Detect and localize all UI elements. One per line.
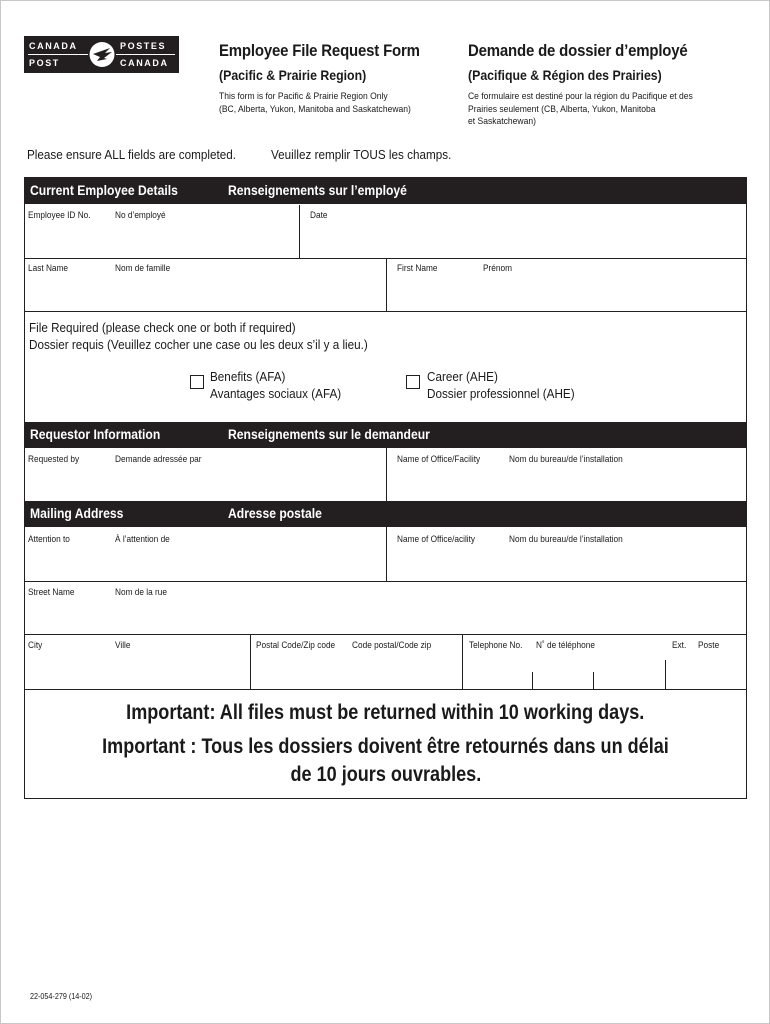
benefits-checkbox[interactable] — [190, 375, 204, 389]
requestor-heading-fr: Renseignements sur le demandeur — [228, 427, 430, 442]
region-note-fr-line-1: Ce formulaire est destiné pour la région du Pacifique et des — [468, 91, 693, 102]
mailing-heading-fr: Adresse postale — [228, 506, 322, 521]
region-note-fr-line-2: Prairies seulement (CB, Alberta, Yukon, Manitoba — [468, 103, 656, 115]
mailing-office-field[interactable] — [387, 527, 746, 580]
first-name-field[interactable] — [387, 259, 746, 311]
benefits-label-fr: Avantages sociaux (AFA) — [210, 386, 342, 401]
region-note-en — [219, 91, 453, 116]
important-notice-fr-2 — [25, 759, 746, 791]
instruction-en: Please ensure ALL fields are completed. — [27, 147, 236, 162]
canada-post-logo — [24, 36, 179, 73]
logo-text-canada-2: CANADA — [120, 58, 169, 68]
requestor-office-label-en: Name of Office/Facility — [397, 454, 481, 464]
requested-by-label-fr: Demande adressée par — [115, 454, 202, 464]
mailing-office-label-en: Name of Office/acility — [397, 534, 476, 544]
first-name-label-fr: Prénom — [483, 263, 512, 273]
first-name-label-en: First Name — [397, 263, 438, 273]
requestor-heading-en: Requestor Information — [30, 427, 161, 442]
postal-label-fr: Code postal/Code zip — [352, 640, 432, 650]
employee-heading-en: Current Employee Details — [30, 183, 178, 198]
file-required-fr: Dossier requis (Veuillez cocher une case ou les deux s’il y a lieu.) — [29, 337, 368, 352]
logo-text-post: POST — [29, 58, 60, 68]
ext-divider — [665, 660, 666, 689]
requested-by-field[interactable] — [25, 448, 386, 501]
extension-field[interactable] — [666, 635, 746, 688]
street-field[interactable] — [25, 582, 746, 634]
phone-label-fr: N˚ de téléphone — [536, 640, 595, 650]
benefits-label-en: Benefits (AFA) — [210, 369, 286, 384]
important-en-text: Important: All files must be returned within 10 working days. — [126, 701, 645, 724]
street-label-en: Street Name — [28, 587, 75, 597]
instruction-fr: Veuillez remplir TOUS les champs. — [271, 147, 452, 162]
last-name-label-fr: Nom de famille — [115, 263, 171, 273]
region-note-fr-line-3: et Saskatchewan) — [468, 116, 536, 127]
logo-text-postes: POSTES — [120, 41, 167, 51]
important-notice-en — [25, 697, 746, 729]
attention-label-en: Attention to — [28, 534, 70, 544]
date-label: Date — [310, 210, 328, 220]
form-number: 22-054-279 (14-02) — [30, 992, 93, 1001]
benefits-label — [210, 368, 341, 402]
important-fr-text-1: Important : Tous les dossiers doivent être retournés dans un délai — [102, 735, 669, 758]
subtitle-fr: (Pacifique & Région des Prairies) — [468, 67, 662, 83]
career-label-fr: Dossier professionnel (AHE) — [427, 386, 575, 401]
title-en: Employee File Request Form — [219, 41, 420, 60]
attention-field[interactable] — [25, 527, 386, 580]
last-name-field[interactable] — [25, 259, 386, 311]
file-required-en: File Required (please check one or both if required) — [29, 320, 296, 335]
last-name-label-en: Last Name — [28, 263, 69, 273]
request-form — [24, 177, 747, 799]
employee-id-label-fr: No d’employé — [115, 210, 166, 220]
employee-id-field[interactable] — [25, 205, 299, 258]
telephone-field[interactable] — [463, 635, 665, 688]
city-label-fr: Ville — [115, 640, 131, 650]
career-checkbox[interactable] — [406, 375, 420, 389]
eagle-icon — [88, 39, 116, 70]
title-fr: Demande de dossier d’employé — [468, 41, 688, 60]
date-field[interactable] — [300, 205, 746, 258]
phone-tick — [532, 672, 533, 689]
row-line — [25, 311, 746, 312]
mailing-section-header — [25, 501, 746, 527]
mailing-office-label-fr: Nom du bureau/de l’installation — [509, 534, 623, 544]
region-note-fr — [468, 91, 738, 129]
subtitle-en: (Pacific & Prairie Region) — [219, 67, 367, 83]
ext-label-fr: Poste — [698, 640, 720, 650]
career-label-en: Career (AHE) — [427, 369, 498, 384]
employee-heading-fr: Renseignements sur l’employé — [228, 183, 407, 198]
postal-label-en: Postal Code/Zip code — [256, 640, 336, 650]
requestor-office-field[interactable] — [387, 448, 746, 501]
postal-code-field[interactable] — [251, 635, 462, 688]
requested-by-label-en: Requested by — [28, 454, 80, 464]
phone-label-en: Telephone No. — [469, 640, 523, 650]
attention-label-fr: À l’attention de — [115, 534, 170, 544]
region-note-en-line-1: This form is for Pacific & Prairie Region Only — [219, 91, 388, 102]
city-field[interactable] — [25, 635, 250, 688]
mailing-heading-en: Mailing Address — [30, 506, 124, 521]
requestor-section-header — [25, 422, 746, 448]
important-fr-text-2: de 10 jours ouvrables. — [290, 763, 481, 786]
career-label — [427, 368, 575, 402]
row-line — [25, 689, 746, 690]
employee-id-label-en: Employee ID No. — [28, 210, 91, 220]
street-label-fr: Nom de la rue — [115, 587, 168, 597]
ext-label-en: Ext. — [672, 640, 687, 650]
requestor-office-label-fr: Nom du bureau/de l’installation — [509, 454, 623, 464]
employee-section-header — [25, 178, 746, 204]
phone-tick — [593, 672, 594, 689]
region-note-en-line-2: (BC, Alberta, Yukon, Manitoba and Saskatchewan) — [219, 103, 411, 115]
logo-text-canada: CANADA — [29, 41, 78, 51]
city-label-en: City — [28, 640, 43, 650]
